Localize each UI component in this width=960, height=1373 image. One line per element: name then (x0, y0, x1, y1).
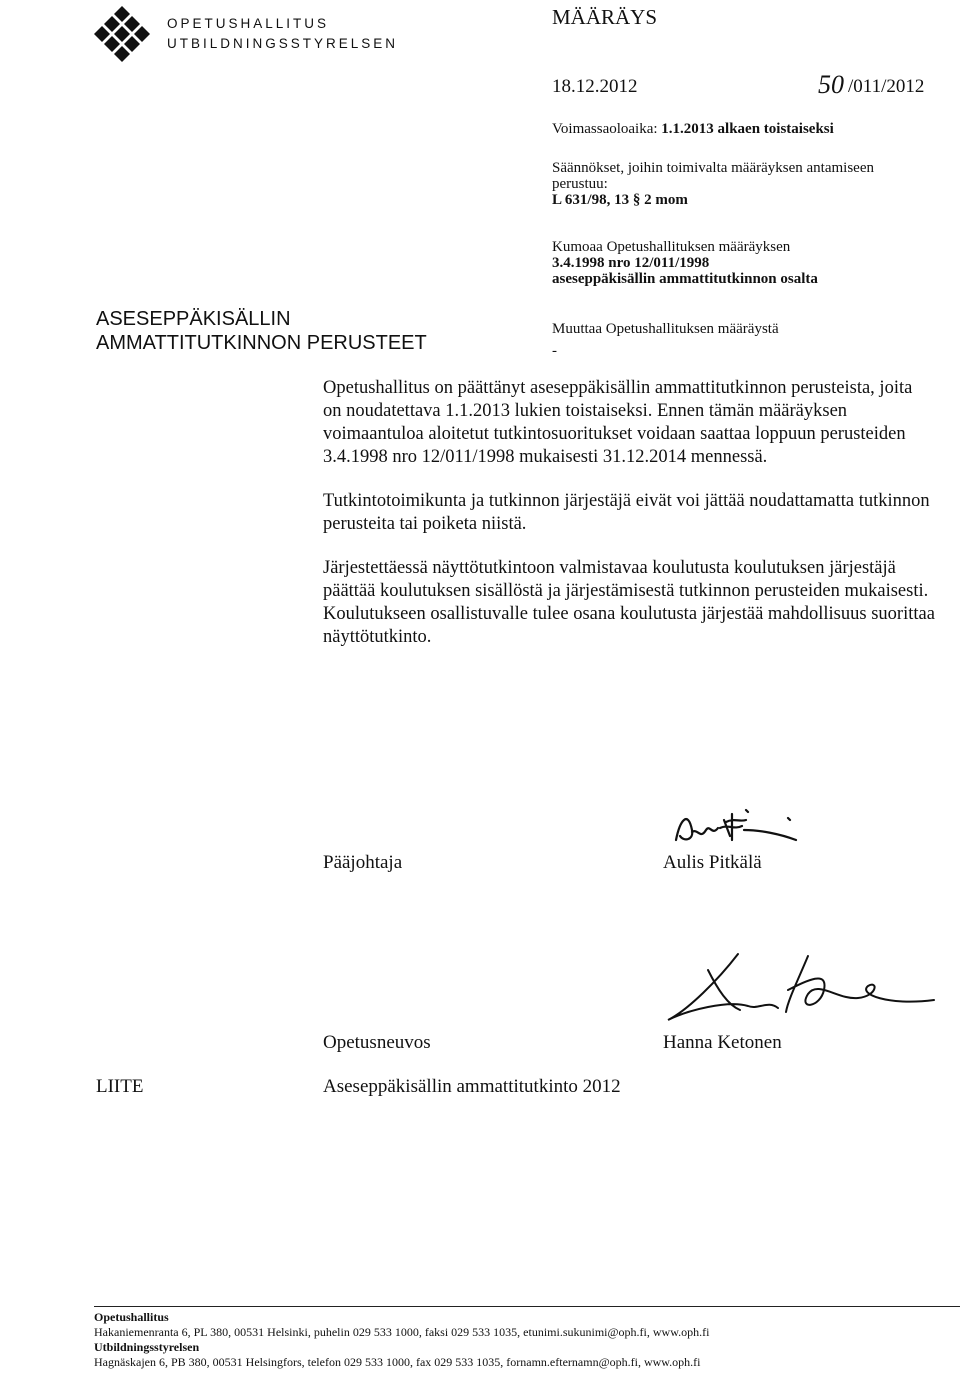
signatory-role-2: Opetusneuvos (323, 1032, 431, 1053)
footer-address-sv: Hagnäskajen 6, PB 380, 00531 Helsingfors, telefon 029 533 1000, fax 029 533 1035, fornamn.efternamn@oph.fi, www.oph.fi (94, 1355, 701, 1369)
document-number: /011/2012 (848, 76, 925, 97)
body-paragraph-1: Opetushallitus on päättänyt aseseppäkisällin ammattitutkinnon perusteista, joita on noudatettava 1.1.2013 lukien toistaiseksi. Ennen tämän määräyksen voimaantuloa aloitetut tutkintosuoritukset voidaan saattaa loppuun perusteiden 3.4.1998 nro 12/011/1998 mukaisesti 31.12.2014 mennessä. (323, 378, 913, 467)
signature-hanna-ketonen (648, 950, 938, 1028)
repeals-value-line1: 3.4.1998 nro 12/011/1998 (552, 255, 710, 271)
signatory-role-1: Pääjohtaja (323, 852, 403, 873)
opetushallitus-logo-icon (92, 4, 152, 64)
signatory-name-2: Hanna Ketonen (663, 1032, 782, 1053)
footer (94, 1310, 960, 1370)
legal-basis (552, 160, 932, 208)
amends-label: Muuttaa Opetushallituksen määräystä (552, 321, 779, 337)
footer-org-fi: Opetushallitus (94, 1310, 169, 1324)
title-line1: ASESEPPÄKISÄLLIN (96, 308, 291, 330)
signature-aulis-pitkala (670, 800, 800, 850)
repeals-value-line2: aseseppäkisällin ammattitutkinnon osalta (552, 271, 818, 287)
basis-value: L 631/98, 13 § 2 mom (552, 192, 688, 208)
document-date: 18.12.2012 (552, 76, 638, 97)
document-title (96, 307, 427, 355)
body-paragraph-2: Tutkintotoimikunta ja tutkinnon järjestäjä eivät voi jättää noudattamatta tutkinnon perusteita tai poiketa niistä. (323, 491, 930, 534)
document-type: MÄÄRÄYS (552, 5, 658, 29)
basis-label-line1: Säännökset, joihin toimivalta määräyksen antamiseen (552, 160, 874, 176)
footer-address-fi: Hakaniemenranta 6, PL 380, 00531 Helsinki, puhelin 029 533 1000, faksi 029 533 1035, etunimi.sukunimi@oph.fi, www.oph.fi (94, 1325, 710, 1339)
basis-label-line2: perustuu: (552, 176, 608, 192)
validity (552, 121, 834, 138)
appendix-label: LIITE (96, 1076, 144, 1097)
amends-value: - (552, 343, 557, 359)
footer-divider (94, 1306, 960, 1307)
repeals-label: Kumoaa Opetushallituksen määräyksen (552, 239, 791, 255)
appendix-title: Aseseppäkisällin ammattitutkinto 2012 (323, 1076, 621, 1097)
org-name-sv: UTBILDNINGSSTYRELSEN (167, 36, 399, 51)
footer-org-sv: Utbildningsstyrelsen (94, 1340, 200, 1354)
repeals (552, 239, 932, 287)
validity-value: 1.1.2013 alkaen toistaiseksi (661, 121, 834, 137)
validity-label: Voimassaoloaika: (552, 121, 658, 137)
org-name-fi: OPETUSHALLITUS (167, 16, 330, 31)
amends (552, 318, 932, 362)
signatory-name-1: Aulis Pitkälä (663, 852, 762, 873)
document-number-handwritten: 50 (818, 70, 844, 99)
title-line2: AMMATTITUTKINNON PERUSTEET (96, 332, 427, 354)
body-text (323, 377, 935, 670)
body-paragraph-3: Järjestettäessä näyttötutkintoon valmistavaa koulutusta koulutuksen järjestäjä päättää koulutuksen sisällöstä ja järjestämisestä tutkinnon perusteiden mukaisesti. Koulutukseen osallistuvalle tulee osana koulutusta järjestää mahdollisuus suorittaa näyttötutkinto. (323, 558, 935, 647)
